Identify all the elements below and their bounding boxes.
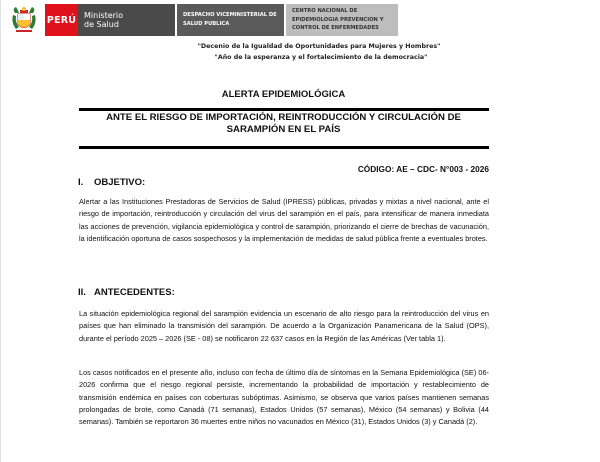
cdc-line1: CENTRO NACIONAL DE bbox=[292, 8, 358, 14]
subtitle-line2: SARAMPIÓN EN EL PAÍS bbox=[226, 124, 341, 135]
section-title: OBJETIVO: bbox=[94, 177, 146, 188]
cdc-line2: EPIDEMIOLOGIA PREVENCION Y bbox=[292, 16, 384, 23]
document-title: ALERTA EPIDEMIOLÓGICA bbox=[221, 89, 346, 100]
document-subtitle bbox=[78, 112, 489, 136]
ministry-label bbox=[78, 4, 175, 36]
despacho-line2: SALUD PUBLICA bbox=[183, 21, 230, 27]
antecedentes-paragraph-1: La situación epidemiológica regional del sarampión evidencia un escenario de alto riesgo para la reintroducción del virus en países que han eliminado la transmisión del sarampión. De acuerdo a la Organización Panamericana de la Salud (OPS), durante el período 2025 – 2026 (SE - 08) se notificaron 22 637 casos en la Región de las Américas (Ver tabla 1). bbox=[79, 309, 489, 343]
document-code: CÓDIGO: AE – CDC- N°003 - 2026 bbox=[357, 164, 489, 174]
section-heading-antecedentes bbox=[78, 287, 175, 298]
section-number: I. bbox=[78, 177, 84, 188]
title-top-rule bbox=[79, 108, 489, 111]
subtitle-line1: ANTE EL RIESGO DE IMPORTACIÓN, REINTRODUCCIÓN Y CIRCULACIÓN DE bbox=[106, 112, 461, 123]
ministry-label-line2: de Salud bbox=[84, 20, 119, 29]
section-title: ANTECEDENTES: bbox=[94, 287, 175, 298]
antecedentes-paragraph-2: Los casos notificados en el presente año, incluso con fecha de último día de síntomas en la Semana Epidemiológica (SE) 06-2026 confirma que el riesgo regional persiste, incrementando la probabilidad de importación y restablecimiento de transmisión endémica en países con coberturas subóptimas. Asimismo, se observa que varios países mantienen semanas prolongadas de brote, como Canadá (71 semanas), Estados Unidos (57 semanas), México (54 semanas) y Bolivia (44 semanas). También se reportaron 36 muertes entre niños no vacunados en México (31), Estados Unidos (3) y Canadá (2). bbox=[79, 368, 489, 427]
title-bottom-rule bbox=[79, 146, 489, 149]
ministry-label-line1: Ministerio bbox=[84, 11, 124, 20]
section-number: II. bbox=[78, 287, 86, 298]
peru-coat-of-arms-icon bbox=[9, 4, 39, 36]
cdc-line3: CONTROL DE ENFERMEDADES bbox=[292, 25, 379, 31]
decenio-motto: "Decenio de la Igualdad de Oportunidades para Mujeres y Hombres" bbox=[197, 43, 441, 50]
cdc-label bbox=[286, 4, 398, 36]
section-heading-objetivo bbox=[78, 177, 145, 188]
despacho-label bbox=[177, 4, 284, 36]
peru-label: PERÚ bbox=[45, 4, 78, 36]
despacho-line1: DESPACHO VICEMINISTERIAL DE bbox=[183, 12, 277, 18]
objetivo-paragraph: Alertar a las Instituciones Prestadoras de Servicios de Salud (IPRESS) públicas, privadas y mixtas a nivel nacional, ante el riesgo de importación, reintroducción y circulación del virus del sarampión en el país, para intensificar de manera inmediata las acciones de prevención, vigilancia epidemiológica y control de sarampión, priorizando el cierre de brechas de vacunación, la identificación oportuna de casos sospechosos y la implementación de medidas de salud pública frente a eventuales brotes. bbox=[79, 197, 489, 243]
letterhead bbox=[9, 4, 398, 36]
year-motto: "Año de la esperanza y el fortalecimiento de la democracia" bbox=[214, 54, 428, 61]
